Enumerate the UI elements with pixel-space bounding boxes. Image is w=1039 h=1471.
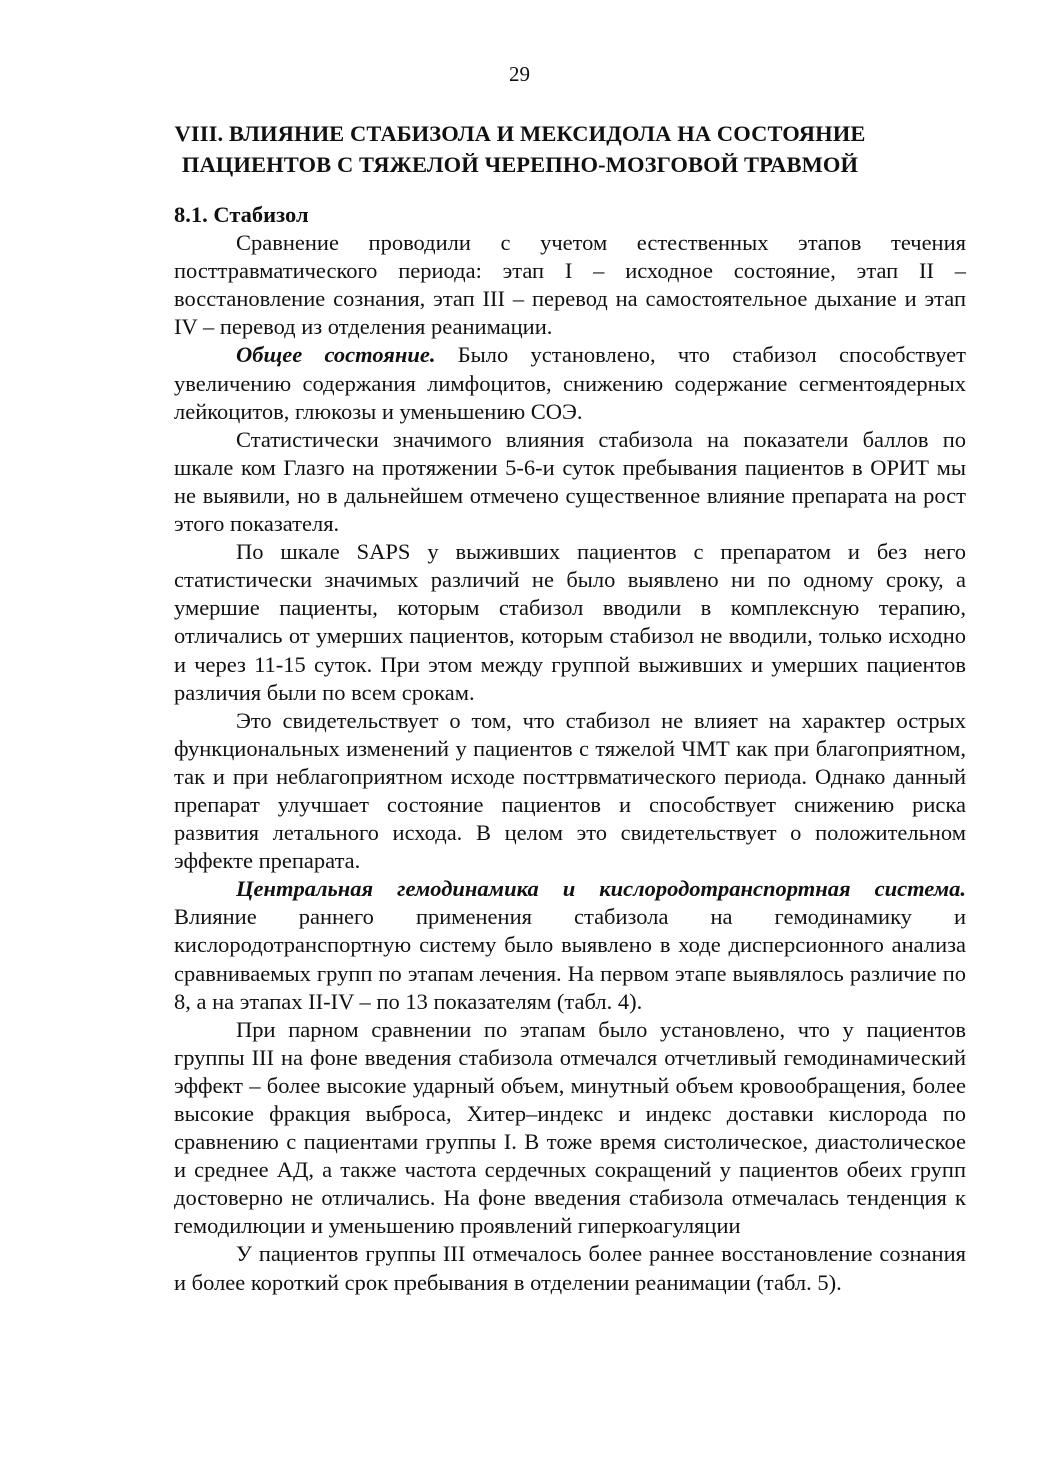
section-heading: 8.1. Стабизол <box>174 202 309 227</box>
page-number: 29 <box>509 62 530 86</box>
paragraph-text: По шкале SAPS у выживших пациентов с препаратом и без него статистически значимых различий не было выявлено ни по одному сроку, а умершие пациенты, которым стабизол вводили в комплексную терапию, отличались от умерших пациентов, которым стабизол не вводили, только исходно и через 11-15 суток. При этом между группой выживших и умерших пациентов различия были по всем срокам. <box>174 539 966 705</box>
paragraph-text: При парном сравнении по этапам было установлено, что у пациентов группы III на фоне введения стабизола отмечался отчетливый гемодинамический эффект – более высокие ударный объем, минутный объем кровообращения, более высокие фракция выброса, Хитер–индекс и индекс доставки кислорода по сравнению с пациентами группы I. В тоже время систолическое, диастолическое и среднее АД, а также частота сердечных сокращений у пациентов обеих групп достоверно не отличались. На фоне введения стабизола отмечалась тенденция к гемодилюции и уменьшению проявлений гиперкоагуляции <box>174 1016 966 1239</box>
paragraph-text: У пациентов группы III отмечалось более раннее восстановление сознания и более короткий срок пребывания в отделении реанимации (табл. 5). <box>174 1241 966 1295</box>
paragraph <box>174 1016 966 1241</box>
paragraph-text: Было установлено, что стабизол способствует увеличению содержания лимфоцитов, снижению содержание сегментоядерных лейкоцитов, глюкозы и уменьшению СОЭ. <box>174 342 966 424</box>
paragraph <box>174 538 966 707</box>
chapter-title-line-2: ПАЦИЕНТОВ С ТЯЖЕЛОЙ ЧЕРЕПНО-МОЗГОВОЙ ТРАВМОЙ <box>181 152 859 177</box>
paragraph-lead: Центральная гемодинамика и кислородотранспортная система. <box>236 876 966 902</box>
paragraph <box>174 1240 966 1296</box>
paragraph-lead: Общее состояние. <box>236 342 436 368</box>
paragraph <box>174 707 966 876</box>
chapter-title <box>150 118 890 180</box>
paragraph-text: Это свидетельствует о том, что стабизол не влияет на характер острых функциональных изменений у пациентов с тяжелой ЧМТ как при благоприятном, так и при неблагоприятном исходе посттрвматического периода. Однако данный препарат улучшает состояние пациентов и способствует снижению риска развития летального исхода. В целом это свидетельствует о положительном эффекте препарата. <box>174 707 966 874</box>
paragraph-text: Сравнение проводили с учетом естественных этапов течения посттравматического периода: этап I – исходное состояние, этап II – восстановление сознания, этап III – перевод на самостоятельное дыхание и этап IV – перевод из отделения реанимации. <box>174 230 966 340</box>
paragraph <box>174 426 966 538</box>
paragraph <box>174 341 966 425</box>
paragraph <box>174 229 966 341</box>
body-text <box>174 201 966 1297</box>
paragraph <box>174 875 966 1015</box>
paragraph-text: Статистически значимого влияния стабизола на показатели баллов по шкале ком Глазго на протяжении 5-6-и суток пребывания пациентов в ОРИТ мы не выявили, но в дальнейшем отмечено существенное влияние препарата на рост этого показателя. <box>174 426 966 537</box>
chapter-title-line-1: VIII. ВЛИЯНИЕ СТАБИЗОЛА И МЕКСИДОЛА НА СОСТОЯНИЕ <box>174 121 866 146</box>
paragraph-text: Влияние раннего применения стабизола на гемодинамику и кислородотранспортную систему было выявлено в ходе дисперсионного анализа сравниваемых групп по этапам лечения. На первом этапе выявлялось различие по 8, а на этапах II-IV – по 13 показателям (табл. 4). <box>174 904 966 1014</box>
